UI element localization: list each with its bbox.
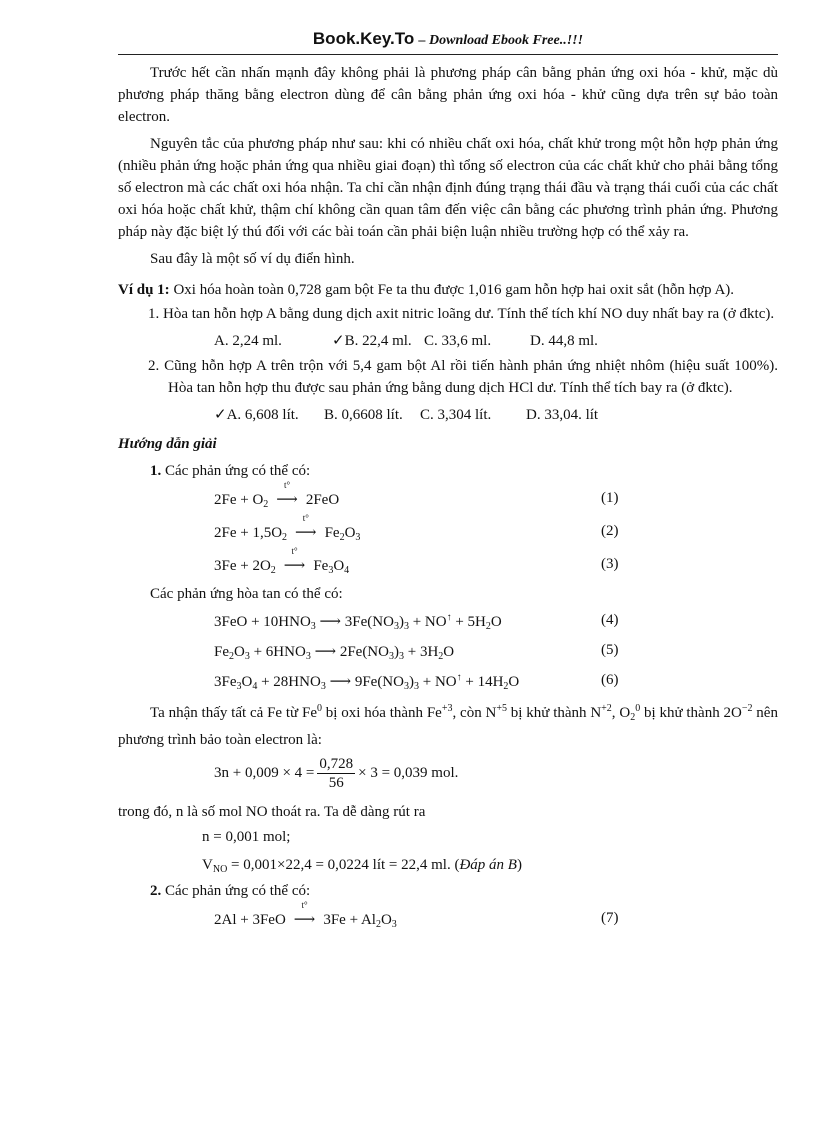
solution-step-1: 1. Các phản ứng có thể có: xyxy=(150,463,311,479)
equation-4: $3FeO + 10HNO_3$ ⟶ $3Fe(NO_3)_3 + NO^↑ + 5H_2O$ (4) xyxy=(214,612,619,632)
example-1 xyxy=(118,279,778,301)
conservation-paragraph: Ta nhận thấy tất cả Fe từ Fe$^0$ bị oxi hóa thành $Fe^{+3}$, còn $N^{+5}$ bị khử thành $N^{+2}$, $O_2^0$ bị khử thành $2O^{-2}$ nên phương trình bảo toàn electron là: xyxy=(118,703,778,748)
equation-3: $3Fe + 2O_2$ t° ⟶ $Fe_3O_4$ (3) xyxy=(214,546,619,576)
equation-number: (7) xyxy=(601,910,619,926)
paragraph-principle: Nguyên tắc của phương pháp như sau: khi có nhiều chất oxi hóa, chất khử trong một hỗn hợp phản ứng (nhiều phản ứng hoặc phản ứng qua nhiều giai đoạn) thì tổng số electron của các chất khử cho phải bằng tổng số electron mà các chất oxi hóa nhận. Ta chỉ cần nhận định đúng trạng thái đầu và trạng thái cuối của các chất oxi hóa hoặc chất khử, thậm chí không cần quan tâm đến việc cân bằng các phương trình phản ứng. Phương pháp này đặc biệt lý thú đối với các bài toán cần phải biện luận nhiều trường hợp có thể xảy ra. xyxy=(118,136,778,240)
equation-number: (2) xyxy=(601,523,619,539)
header-tagline: – Download Ebook Free..!!! xyxy=(418,33,584,48)
q1-option-b: ✓B. 22,4 ml. xyxy=(332,333,412,349)
brand-name: Book.Key.To xyxy=(312,29,415,48)
n-result: n = 0,001 mol; xyxy=(202,829,291,845)
dissolve-text: Các phản ứng hòa tan có thể có: xyxy=(150,586,343,602)
electron-balance-formula: 3n + 0,009 × 4 = $\frac{0,728}{56}$ × 3 = 0,039 mol. xyxy=(214,756,459,791)
heat-arrow-icon: t° ⟶ xyxy=(293,900,316,928)
paragraph-intro: Trước hết cần nhấn mạnh đây không phải là phương pháp cân bằng phản ứng oxi hóa - khử, mặc dù phương pháp thăng bằng electron dùng để cân bằng phản ứng oxi hóa - khử cũng dựa trên sự bảo toàn electron. xyxy=(118,65,778,125)
equation-7: 2Al + 3FeO t° ⟶ $3Fe + Al_2O_3$ (7) xyxy=(214,900,619,930)
paragraph-examples-intro: Sau đây là một số ví dụ điển hình. xyxy=(150,251,355,267)
q1-option-c: C. 33,6 ml. xyxy=(424,333,492,349)
equation-6: $3Fe_3O_4 + 28HNO_3$ ⟶ $9Fe(NO_3)_3 + NO^↑ + 14H_2O$ (6) xyxy=(214,672,619,692)
heat-arrow-icon: t° ⟶ xyxy=(295,513,317,541)
question-2-options xyxy=(118,403,778,427)
heat-arrow-icon: t° ⟶ xyxy=(276,480,298,508)
volume-result: $V_{NO} = 0,001\times 22,4 = 0,0224$ lít = 22,4 ml. (Đáp án B) xyxy=(202,857,522,875)
equation-2: $2Fe + 1,5O_2$ t° ⟶ $Fe_2O_3$ (2) xyxy=(214,513,619,543)
page-content xyxy=(118,62,778,936)
q2-option-a: ✓A. 6,608 lít. xyxy=(214,407,299,423)
question-1: 1. Hòa tan hỗn hợp A bằng dung dịch axit nitric loãng dư. Tính thể tích khí NO duy nhất bay ra (ở đktc). xyxy=(148,306,775,322)
example-text: Oxi hóa hoàn toàn 0,728 gam bột Fe ta thu được 1,016 gam hỗn hợp hai oxit sắt (hỗn hợp A). xyxy=(169,282,735,298)
q2-option-d: D. 33,04. lít xyxy=(526,407,599,423)
q2-option-b: B. 0,6608 lít. xyxy=(324,407,403,423)
page-header xyxy=(118,28,778,55)
equation-number: (5) xyxy=(601,642,619,658)
q1-option-d: D. 44,8 ml. xyxy=(530,333,598,349)
solution-heading: Hướng dẫn giải xyxy=(118,436,217,452)
solution-step-2: 2. Các phản ứng có thể có: xyxy=(150,883,311,899)
where-text: trong đó, n là số mol NO thoát ra. Ta dễ dàng rút ra xyxy=(118,804,426,820)
question-1-options xyxy=(118,329,778,353)
equation-number: (4) xyxy=(601,612,619,628)
fraction: $\frac{0,728}{56}$ xyxy=(319,756,354,791)
example-label: Ví dụ 1: xyxy=(118,282,170,298)
q1-option-a: A. 2,24 ml. xyxy=(214,333,282,349)
q2-option-c: C. 3,304 lít. xyxy=(420,407,492,423)
equation-number: (6) xyxy=(601,672,619,688)
equation-number: (1) xyxy=(601,490,619,506)
question-2: 2. Cũng hỗn hợp A trên trộn với 5,4 gam bột Al rồi tiến hành phản ứng nhiệt nhôm (hiệu suất 100%). Hòa tan hỗn hợp thu được sau phản ứng bằng dung dịch HCl dư. Tính thể tích bay ra (ở đktc). xyxy=(148,358,778,396)
equation-5: $Fe_2O_3 + 6HNO_3$ ⟶ $2Fe(NO_3)_3 + 3H_2O$ (5) xyxy=(214,642,619,662)
equation-number: (3) xyxy=(601,556,619,572)
equation-1: $2Fe + O_2$ t° ⟶ 2FeO (1) xyxy=(214,480,619,510)
heat-arrow-icon: t° ⟶ xyxy=(283,546,306,574)
